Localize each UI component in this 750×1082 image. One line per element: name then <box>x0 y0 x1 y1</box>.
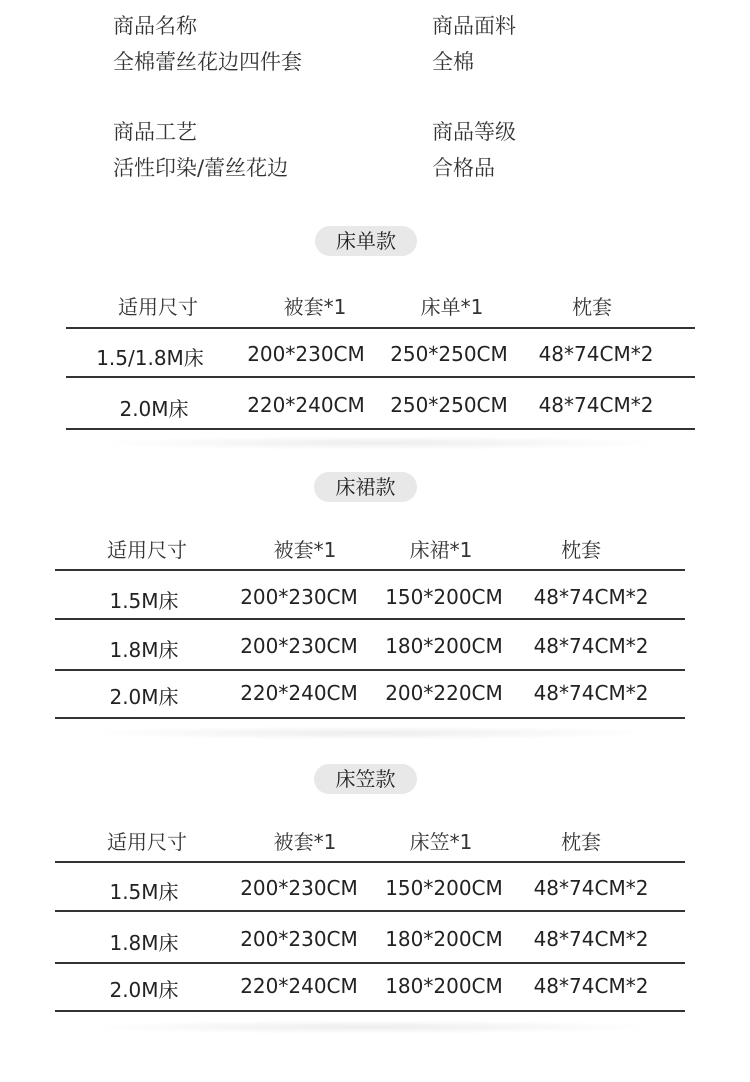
table-cell: 180*200CM <box>385 634 503 658</box>
table-cell: 150*200CM <box>385 876 503 900</box>
header-cell: 适用尺寸 <box>118 295 198 319</box>
info-grade <box>432 118 516 182</box>
table-cell: 200*230CM <box>240 927 358 951</box>
table-rule <box>66 376 695 378</box>
table-cell: 1.5M床 <box>109 880 179 904</box>
header-cell: 枕套 <box>572 295 612 319</box>
table-cell: 180*200CM <box>385 974 503 998</box>
info-label: 商品等级 <box>432 120 516 144</box>
table-cell: 150*200CM <box>385 585 503 609</box>
header-cell: 床单*1 <box>420 295 484 319</box>
table-cell: 48*74CM*2 <box>533 876 649 900</box>
table-cell: 220*240CM <box>240 974 358 998</box>
info-value: 活性印染/蕾丝花边 <box>113 156 289 180</box>
table-rule <box>55 1010 685 1012</box>
section-title-fitted: 床笠款 <box>314 764 417 794</box>
header-cell: 被套*1 <box>273 830 337 854</box>
info-product-name <box>113 12 302 76</box>
size-table-sheet <box>66 286 695 432</box>
table-cell: 48*74CM*2 <box>538 393 654 417</box>
info-fabric <box>432 12 516 76</box>
table-cell: 48*74CM*2 <box>533 585 649 609</box>
table-cell: 180*200CM <box>385 927 503 951</box>
table-cell: 200*230CM <box>240 876 358 900</box>
table-cell: 200*220CM <box>385 681 503 705</box>
info-label: 商品面料 <box>432 14 516 38</box>
table-cell: 48*74CM*2 <box>533 927 649 951</box>
size-table-fitted <box>55 822 685 1014</box>
info-label: 商品工艺 <box>113 120 197 144</box>
table-shadow <box>80 726 660 740</box>
size-table-skirt <box>55 530 685 722</box>
table-cell: 2.0M床 <box>119 397 189 421</box>
table-cell: 2.0M床 <box>109 978 179 1002</box>
table-rule <box>55 910 685 912</box>
table-rule <box>55 569 685 571</box>
table-shadow <box>90 436 670 450</box>
table-shadow <box>80 1020 660 1034</box>
table-rule <box>55 861 685 863</box>
table-cell: 220*240CM <box>240 681 358 705</box>
header-cell: 床裙*1 <box>409 538 473 562</box>
header-cell: 适用尺寸 <box>107 538 187 562</box>
table-cell: 2.0M床 <box>109 685 179 709</box>
info-value: 全棉蕾丝花边四件套 <box>113 50 302 74</box>
section-title-sheet: 床单款 <box>315 226 417 256</box>
table-cell: 1.5/1.8M床 <box>96 346 204 370</box>
table-cell: 48*74CM*2 <box>533 634 649 658</box>
header-cell: 枕套 <box>561 830 601 854</box>
table-cell: 250*250CM <box>390 393 508 417</box>
table-rule <box>66 327 695 329</box>
table-cell: 250*250CM <box>390 342 508 366</box>
info-label: 商品名称 <box>113 14 197 38</box>
table-rule <box>55 962 685 964</box>
table-cell: 48*74CM*2 <box>533 974 649 998</box>
table-cell: 1.5M床 <box>109 589 179 613</box>
header-cell: 被套*1 <box>273 538 337 562</box>
table-cell: 48*74CM*2 <box>538 342 654 366</box>
table-cell: 1.8M床 <box>109 931 179 955</box>
info-value: 合格品 <box>432 156 495 180</box>
info-craft <box>113 118 288 182</box>
table-cell: 200*230CM <box>247 342 365 366</box>
table-cell: 48*74CM*2 <box>533 681 649 705</box>
table-rule <box>66 428 695 430</box>
table-rule <box>55 717 685 719</box>
table-cell: 200*230CM <box>240 585 358 609</box>
table-cell: 200*230CM <box>240 634 358 658</box>
table-rule <box>55 669 685 671</box>
header-cell: 床笠*1 <box>409 830 473 854</box>
section-title-skirt: 床裙款 <box>314 472 417 502</box>
table-cell: 1.8M床 <box>109 638 179 662</box>
info-value: 全棉 <box>432 50 474 74</box>
header-cell: 枕套 <box>561 538 601 562</box>
table-cell: 220*240CM <box>247 393 365 417</box>
table-rule <box>55 618 685 620</box>
header-cell: 适用尺寸 <box>107 830 187 854</box>
header-cell: 被套*1 <box>283 295 347 319</box>
